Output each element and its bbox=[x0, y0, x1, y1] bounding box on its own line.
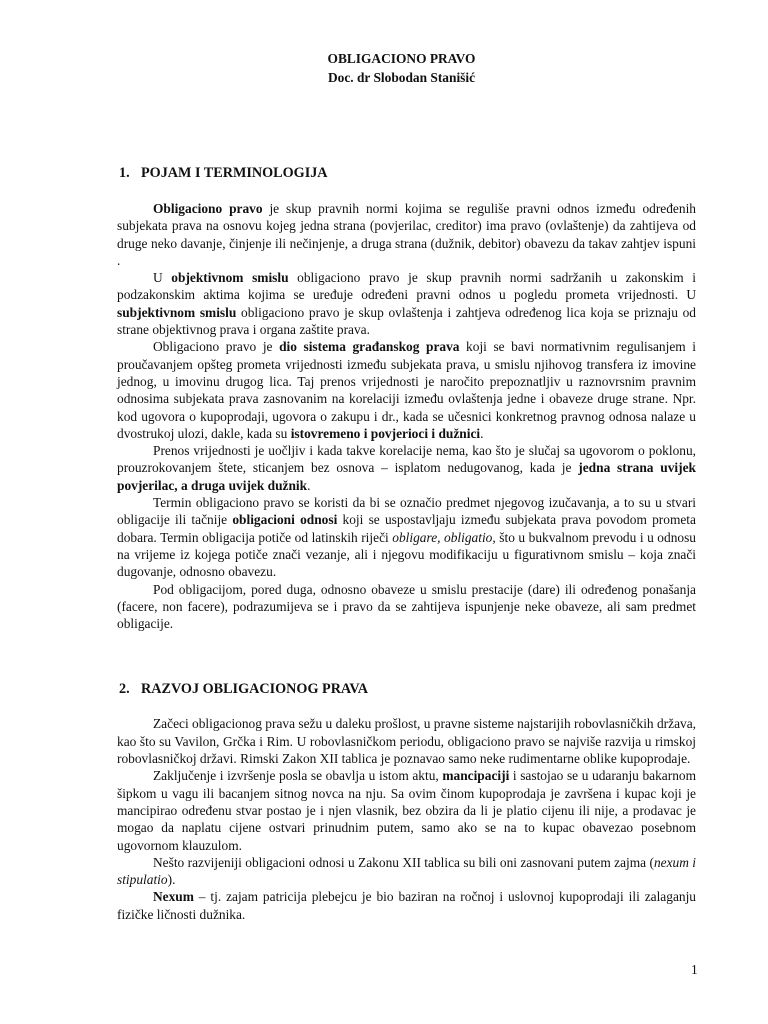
text-run: Termin obligaciono pravo se koristi da bi se označio predmet njegovog izučavanja, a to su u stvari obligacije ili tačnije bbox=[117, 495, 696, 528]
paragraph bbox=[117, 269, 696, 338]
bold-text: objektivnom smislu bbox=[171, 270, 289, 286]
text-run: Obligaciono pravo je bbox=[153, 339, 280, 355]
paragraph bbox=[117, 581, 696, 633]
document-author: Doc. dr Slobodan Stanišić bbox=[327, 70, 476, 85]
text-run: ). bbox=[167, 872, 176, 888]
italic-text: obligare, obligatio, bbox=[392, 529, 496, 545]
paragraph bbox=[117, 767, 696, 853]
text-run: . bbox=[480, 425, 484, 441]
section-heading bbox=[119, 165, 696, 182]
text-run: koji se uspostavljaju između subjekata prava povodom prometa dobara. Termin obligacija potiče od latinskih riječi bbox=[117, 512, 696, 545]
bold-text: subjektivnom smislu bbox=[117, 304, 237, 320]
text-run: . bbox=[307, 477, 311, 493]
paragraph bbox=[117, 338, 696, 442]
paragraph bbox=[117, 442, 696, 494]
text-run: Prenos vrijednosti je uočljiv i kada takve korelacije nema, kao što je slučaj sa ugovorom o poklonu, prouzrokovanjem štete, sticanjem bez osnova – isplatom nedugovanog, kada je bbox=[117, 443, 696, 476]
bold-text: obligacioni odnosi bbox=[232, 512, 338, 528]
section-number: 1. bbox=[119, 165, 130, 181]
section-number: 2. bbox=[119, 681, 130, 698]
text-run: Zaključenje i izvršenje posla se obavlja u istom aktu, bbox=[153, 768, 443, 784]
bold-text: mancipaciji bbox=[442, 768, 510, 784]
section-title: POJAM I TERMINOLOGIJA bbox=[141, 165, 328, 181]
paragraph bbox=[117, 854, 696, 889]
paragraph bbox=[117, 494, 696, 580]
title-block bbox=[117, 49, 686, 87]
paragraph bbox=[117, 200, 696, 269]
bold-text: Nexum bbox=[153, 889, 194, 905]
text-run: U bbox=[153, 270, 172, 286]
paragraph bbox=[117, 715, 696, 767]
paragraph bbox=[117, 888, 696, 923]
text-run: obligaciono pravo je skup ovlaštenja i zahtjeva određenog lica koja se priznaju od strane objektivnog prava i organa zaštite prava. bbox=[117, 304, 696, 338]
text-run: Nešto razvijeniji obligacioni odnosi u Zakonu XII tablica su bili oni zasnovani putem zajma ( bbox=[153, 854, 654, 870]
page-number: 1 bbox=[691, 962, 698, 977]
text-run: i sastojao se u udaranju bakarnom šipkom u vagu ili bacanjem sitnog novca na nju. Sa ovim činom kupoprodaja je završena i kupac koji je mancipirao određenu stvar postao je i njen vlasnik, bez obzira da li je platio cijenu ili nije, a prodavac je mogao da naplatu cijene ostvari prinudnim putem, samo ako se na to kupac obavezao posebnom ugovornom klauzulom. bbox=[117, 768, 696, 853]
bold-text: istovremeno i povjerioci i dužnici bbox=[290, 425, 481, 441]
text-run: – tj. zajam patricija plebejcu je bio baziran na ročnoj i uslovnoj kupoprodaji ili zalaganju fizičke ličnosti dužnika. bbox=[117, 889, 696, 922]
italic-text: nexum i stipulatio bbox=[117, 854, 696, 888]
text-run: obligaciono pravo je skup pravnih normi sadržanih u zakonskim i podzakonskim aktima kojima se uređuje određeni pravni odnos u pogledu prometa vrijednosti. U bbox=[117, 270, 696, 303]
text-run: što u bukvalnom prevodu i u odnosu na vrijeme iz kojega potiče znači vezanje, ali i njegovu modifikaciju u figurativnom smislu – koja znači dugovanje, odnosno obavezu. bbox=[117, 529, 696, 580]
text-run: je skup pravnih normi kojima se reguliše pravni odnos između određenih subjekata prava na osnovu kojeg jedna strana (povjerilac, creditor) ima pravo (ovlaštenje) da zahtijeva od druge neko davanje, činjenje ili nečinjenje, a druga strana (dužnik, debitor) obavezu da takav zahtjev ispuni . bbox=[117, 201, 696, 268]
section-title: RAZVOJ OBLIGACIONOG PRAVA bbox=[141, 681, 369, 698]
document-title: OBLIGACIONO PRAVO bbox=[327, 51, 476, 66]
document-body bbox=[117, 165, 696, 923]
text-run: koji se bavi normativnim regulisanjem i proučavanjem opšteg prometa vrijednosti između subjekata prava, u smislu njihovog transfera iz imovine jednog, u imovinu drugog lica. Taj prenos vrijednosti je naročito prepoznatljiv u raznovrsnim pravnim odnosima subjekata prava zasnovanim na korelaciji između ovlaštenja jedne i obaveze druge strane. Npr. kod ugovora o kupoprodaji, ugovora o zakupu i dr., kada se učesnici konkretnog pravnog odnosa nalaze u dvostrukoj ulozi, dakle, kada su bbox=[117, 339, 696, 441]
bold-text: Obligaciono pravo bbox=[153, 201, 263, 216]
text-run: Pod obligacijom, pored duga, odnosno obaveze u smislu prestacije (dare) ili određenog ponašanja (facere, non facere), podrazumijeva se i pravo da se zahtijeva ispunjenje neke obaveze, ali sam predmet obligacije. bbox=[117, 581, 696, 632]
text-run: Začeci obligacionog prava sežu u daleku prošlost, u pravne sisteme najstarijih robovlasničkih država, kao što su Vavilon, Grčka i Rim. U robovlasničkom periodu, obligaciono pravo se najviše razvija u rimskoj robovlasničkoj državi. Rimski Zakon XII tablica je poznavao samo neke rudimentarne oblike kupoprodaje. bbox=[117, 716, 696, 767]
bold-text: dio sistema građanskog prava bbox=[279, 339, 460, 355]
section-heading bbox=[119, 681, 696, 698]
bold-text: jedna strana uvijek povjerilac, a druga uvijek dužnik bbox=[117, 460, 696, 493]
